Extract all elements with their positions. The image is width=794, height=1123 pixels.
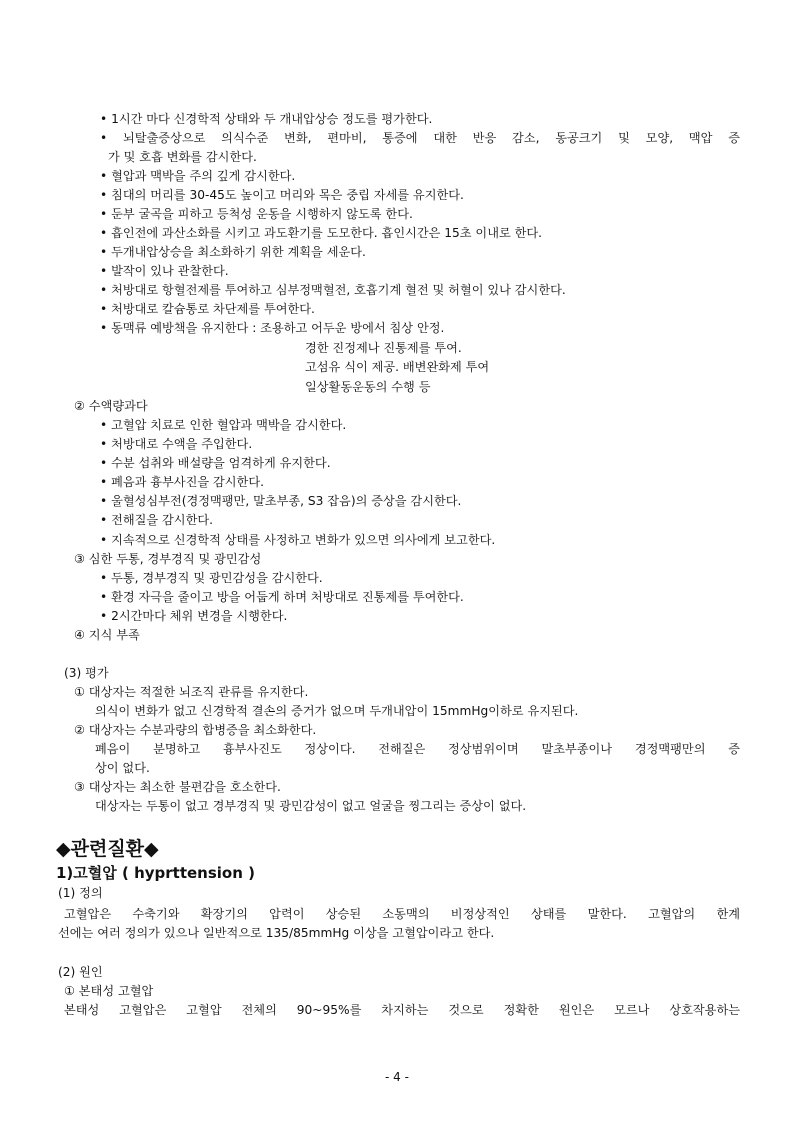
evaluation-item-1-detail: 의식이 변화가 없고 신경학적 결손의 증거가 없으며 두개내압이 15mmHg이하로 유지된다. [95, 704, 579, 718]
bullet-lung-sounds: • 폐음과 흉부사진을 감시한다. [100, 475, 264, 489]
bullet-bp-monitor: • 고혈압 치료로 인한 혈압과 맥박을 감시한다. [100, 418, 347, 432]
definition-title: (1) 정의 [58, 886, 103, 900]
cause-essential-title: ① 본태성 고혈압 [64, 984, 154, 998]
evaluation-item-3-detail: 대상자는 두통이 없고 경부경직 및 광민감성이 없고 얼굴을 찡그리는 증상이 없다. [95, 799, 527, 813]
bullet-neuro-assessment: • 1시간 마다 신경학적 상태와 두 개내압상승 정도를 평가한다. [100, 112, 433, 126]
precaution-fiber-diet: 고섬유 식이 제공. 배변완화제 투여 [305, 360, 490, 374]
bullet-suction: • 흡인전에 과산소화를 시키고 과도환기를 도모한다. 흡인시간은 15초 이내로 한다. [100, 226, 543, 240]
bullet-report-changes: • 지속적으로 신경학적 상태를 사정하고 변화가 있으면 의사에게 보고한다. [100, 533, 496, 547]
bullet-bp-pulse: • 혈압과 맥박을 주의 깊게 감시한다. [100, 169, 296, 183]
evaluation-item-2-detail: 폐음이 분명하고 흉부사진도 정상이다. 전해질은 정상범위이며 말초부종이나 경정맥팽만의 증 [95, 742, 740, 756]
bullet-herniation-signs: • 뇌탈출증상으로 의식수준 변화, 편마비, 통증에 대한 반응 감소, 동공크기 및 모양, 맥압 증 [100, 131, 740, 145]
page-number: - 4 - [385, 1070, 409, 1084]
precaution-daily-activity: 일상활동운동의 수행 등 [305, 380, 431, 394]
diagnosis-knowledge-deficit-title: ④ 지식 부족 [74, 628, 140, 642]
bullet-intake-output: • 수분 섭취와 배설량을 엄격하게 유지한다. [100, 456, 331, 470]
bullet-seizure: • 발작이 있나 관찰한다. [100, 264, 229, 278]
bullet-anticoagulant: • 처방대로 항혈전제를 투여하고 심부정맥혈전, 호흡기계 혈전 및 허혈이 있나 감시한다. [100, 283, 566, 297]
definition-text: 고혈압은 수축기와 확장기의 압력이 상승된 소동맥의 비정상적인 상태를 말한다. 고혈압의 한계 [64, 907, 740, 921]
cause-essential-text: 본태성 고혈압은 고혈압 전체의 90~95%를 차지하는 것으로 정확한 원인은 모르나 상호작용하는 [64, 1003, 740, 1017]
diagnosis-fluid-excess-title: ② 수액량과다 [74, 399, 148, 413]
bullet-avoid-flexion: • 둔부 굴곡을 피하고 등척성 운동을 시행하지 않도록 한다. [100, 207, 413, 221]
definition-text-cont: 선에는 여러 정의가 있으나 일반적으로 135/85mmHg 이상을 고혈압이라고 한다. [58, 926, 495, 940]
bullet-reposition: • 2시간마다 체위 변경을 시행한다. [100, 609, 288, 623]
evaluation-item-2: ② 대상자는 수분과량의 합병증을 최소화한다. [74, 723, 317, 737]
bullet-aneurysm-precautions: • 동맥류 예방책을 유지한다 : 조용하고 어두운 방에서 침상 안정. [100, 321, 445, 335]
bullet-chf-signs: • 울혈성심부전(경정맥팽만, 말초부종, S3 잡음)의 증상을 감시한다. [100, 494, 462, 508]
bullet-icp-plan: • 두개내압상승을 최소화하기 위한 계획을 세운다. [100, 245, 366, 259]
evaluation-item-3: ③ 대상자는 최소한 불편감을 호소한다. [74, 780, 281, 794]
bullet-head-elevation: • 침대의 머리를 30-45도 높이고 머리와 목은 중립 자세를 유지한다. [100, 188, 464, 202]
evaluation-item-1: ① 대상자는 적절한 뇌조직 관류를 유지한다. [74, 685, 309, 699]
bullet-headache-monitor: • 두통, 경부경직 및 광민감성을 감시한다. [100, 571, 323, 585]
evaluation-item-2-detail-cont: 상이 없다. [95, 761, 150, 775]
bullet-reduce-stimuli: • 환경 자극을 줄이고 방을 어둡게 하며 처방대로 진통제를 투여한다. [100, 590, 464, 604]
hypertension-subheading: 1)고혈압 ( hyprttension ) [56, 864, 255, 882]
bullet-herniation-signs-cont: 가 및 호흡 변화를 감시한다. [108, 150, 257, 164]
cause-title: (2) 원인 [58, 965, 103, 979]
bullet-calcium-blocker: • 처방대로 칼슘통로 차단제를 투여한다. [100, 302, 315, 316]
precaution-sedative: 경한 진정제나 진통제를 투여. [305, 341, 462, 355]
evaluation-title: (3) 평가 [64, 666, 109, 680]
diagnosis-headache-title: ③ 심한 두통, 경부경직 및 광민감성 [74, 552, 262, 566]
related-disease-heading: ◆관련질환◆ [56, 838, 159, 860]
bullet-electrolytes: • 전해질을 감시한다. [100, 513, 213, 527]
bullet-iv-fluids: • 처방대로 수액을 주입한다. [100, 437, 253, 451]
